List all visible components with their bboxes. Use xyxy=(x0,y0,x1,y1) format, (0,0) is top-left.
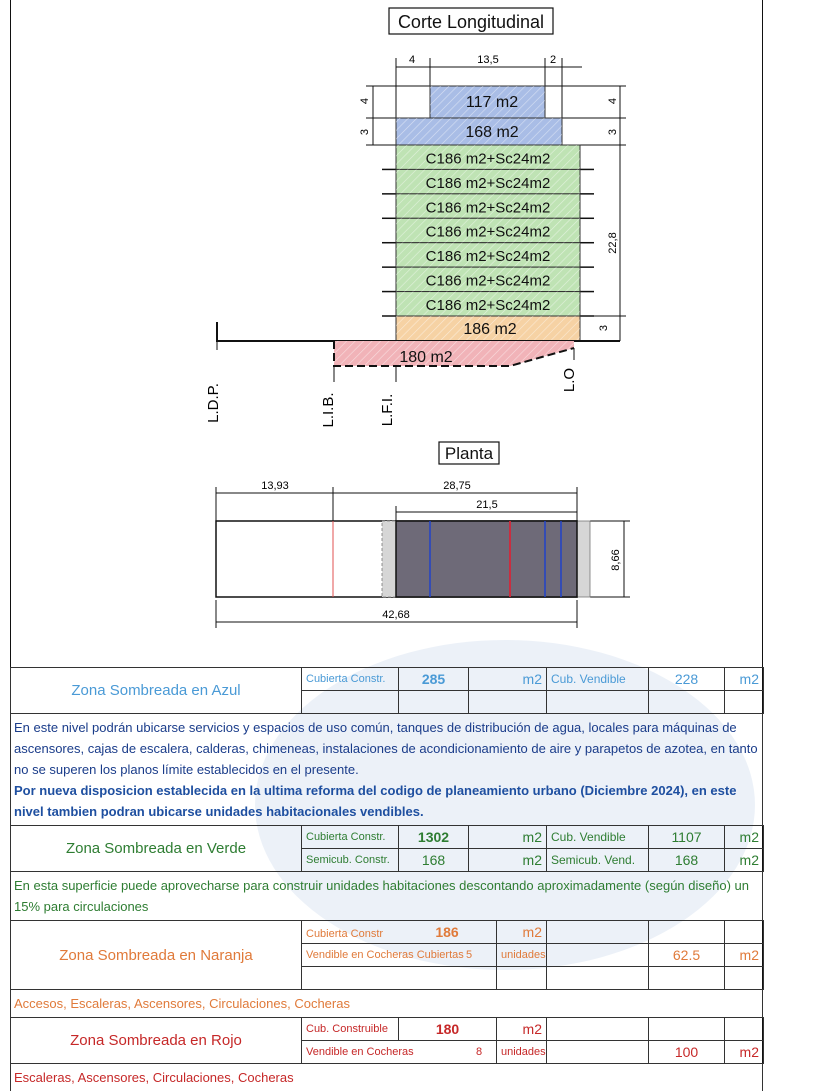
zone-rojo-note: Escaleras, Ascensores, Circulaciones, Cocheras xyxy=(10,1064,763,1091)
zone-verde-note: En esta superficie puede aprovecharse para construir unidades habitaciones descontando aproximadamente (según diseño) un 15% para circulaciones xyxy=(10,872,763,920)
naranja-cub-value: 186 xyxy=(435,924,459,940)
plan-dim-right: 8,66 xyxy=(610,549,622,571)
typical-floor-label-2: C186 m2+Sc24m2 xyxy=(425,174,551,192)
zone-rojo-title: Zona Sombreada en Rojo xyxy=(11,1018,302,1064)
naranja-cub-unit: m2 xyxy=(497,921,547,944)
rojo-cocheras-value: 100 xyxy=(649,1041,725,1064)
rojo-cocheras-unit: m2 xyxy=(725,1041,764,1064)
dim-top-1: 4 xyxy=(408,54,416,66)
section-title: Corte Longitudinal xyxy=(397,12,545,32)
zone-azul-note xyxy=(10,714,763,825)
naranja-cocheras-count: 5 xyxy=(466,949,473,961)
verde-cub-value: 1302 xyxy=(399,826,469,849)
typical-floor-label-7: C186 m2+Sc24m2 xyxy=(425,297,551,314)
areas-sheet xyxy=(10,667,763,1091)
azul-vend-label: Cub. Vendible xyxy=(547,668,649,691)
azul-note-bold: Por nueva disposicion establecida en la ultima reforma del codigo de planeamiento urbano (Diciembre 2024), en este nivel tambien podran ubicarse unidades habitacionales vendibles. xyxy=(14,783,737,819)
plan-dim-1: 13,93 xyxy=(261,480,289,492)
zone-azul-table xyxy=(10,667,764,714)
typical-floor-label-1: C186 m2+Sc24m2 xyxy=(425,150,551,168)
zone-naranja-title: Zona Sombreada en Naranja xyxy=(11,921,302,990)
plan-dim-bottom: 42,68 xyxy=(382,609,410,621)
floor-top-label: 117 m2 xyxy=(465,94,519,111)
zone-verde-title: Zona Sombreada en Verde xyxy=(11,826,302,872)
azul-vend-unit: m2 xyxy=(725,668,764,691)
zone-naranja-table xyxy=(10,920,764,990)
verde-vend-label: Cub. Vendible xyxy=(547,826,649,849)
dim-right-1: 4 xyxy=(607,97,619,105)
dim-right-4: 3 xyxy=(598,324,610,332)
verde-semi-label: Semicub. Constr. xyxy=(302,849,399,872)
naranja-units-label: unidades xyxy=(497,944,547,967)
basement-label: 180 m2 xyxy=(399,349,453,366)
dim-right-3: 22,8 xyxy=(607,232,619,254)
rojo-units-label: unidades xyxy=(497,1041,547,1064)
line-ldp: L.D.P. xyxy=(205,383,222,423)
line-lib: L.I.B. xyxy=(320,392,337,428)
rojo-cub-value: 180 xyxy=(399,1018,497,1041)
rojo-cub-label: Cub. Construible xyxy=(302,1018,399,1041)
naranja-cocheras-value: 62.5 xyxy=(649,944,725,967)
verde-semivend-value: 168 xyxy=(649,849,725,872)
dim-right-2: 3 xyxy=(607,128,619,136)
typical-floor-label-6: C186 m2+Sc24m2 xyxy=(425,272,551,290)
azul-cub-label: Cubierta Constr. xyxy=(302,668,399,691)
typical-floor-label-3: C186 m2+Sc24m2 xyxy=(425,199,551,217)
typical-floor-label-5: C186 m2+Sc24m2 xyxy=(425,248,551,266)
azul-vend-value: 228 xyxy=(649,668,725,691)
verde-cub-unit: m2 xyxy=(469,826,547,849)
plan-dim-2: 28,75 xyxy=(443,480,471,492)
plan-left-strip xyxy=(382,521,396,597)
dim-top-3: 2 xyxy=(549,54,557,66)
rojo-cocheras-label: Vendible en Cocheras 8 xyxy=(302,1041,497,1064)
dim-left-1: 4 xyxy=(359,97,371,105)
floor-second-label: 168 m2 xyxy=(465,124,519,141)
typical-floor-label-4: C186 m2+Sc24m2 xyxy=(425,223,551,241)
verde-vend-unit: m2 xyxy=(725,826,764,849)
plan-right-strip xyxy=(577,521,590,597)
naranja-cocheras-unit: m2 xyxy=(725,944,764,967)
naranja-cub-label: Cubierta Constr 186 xyxy=(302,921,497,944)
zone-azul-title: Zona Sombreada en Azul xyxy=(11,668,302,714)
line-lo: L.O xyxy=(561,367,578,393)
line-lfi: L.F.I. xyxy=(379,393,396,427)
plan-dim-3: 21,5 xyxy=(476,499,498,511)
zone-verde-table xyxy=(10,825,764,872)
dim-top-2: 13,5 xyxy=(477,54,499,66)
verde-vend-value: 1107 xyxy=(649,826,725,849)
verde-semi-value: 168 xyxy=(399,849,469,872)
rojo-cocheras-count: 8 xyxy=(476,1046,483,1058)
azul-note-text: En este nivel podrán ubicarse servicios y espacios de uso común, tanques de distribución de agua, locales para máquinas de ascensores, cajas de escalera, calderas, chimeneas, instalaciones de acondicionamiento de aire y parapetos de azotea, en tanto no se superen los planos límite establecidos en el presente. xyxy=(14,720,758,777)
rojo-cub-unit: m2 xyxy=(497,1018,547,1041)
verde-semi-unit: m2 xyxy=(469,849,547,872)
verde-cub-label: Cubierta Constr. xyxy=(302,826,399,849)
typical-floors xyxy=(382,145,594,316)
plan-building xyxy=(396,521,577,597)
verde-semivend-unit: m2 xyxy=(725,849,764,872)
naranja-cocheras-label: Vendible en Cocheras Cubiertas 5 xyxy=(302,944,497,967)
azul-cub-value: 285 xyxy=(399,668,469,691)
verde-semivend-label: Semicub. Vend. xyxy=(547,849,649,872)
ground-floor-label: 186 m2 xyxy=(463,321,517,338)
plan-title: Planta xyxy=(444,444,494,463)
azul-cub-unit: m2 xyxy=(469,668,547,691)
zone-naranja-note: Accesos, Escaleras, Ascensores, Circulaciones, Cocheras xyxy=(10,990,763,1017)
dim-left-2: 3 xyxy=(359,128,371,136)
zone-rojo-table xyxy=(10,1017,764,1064)
